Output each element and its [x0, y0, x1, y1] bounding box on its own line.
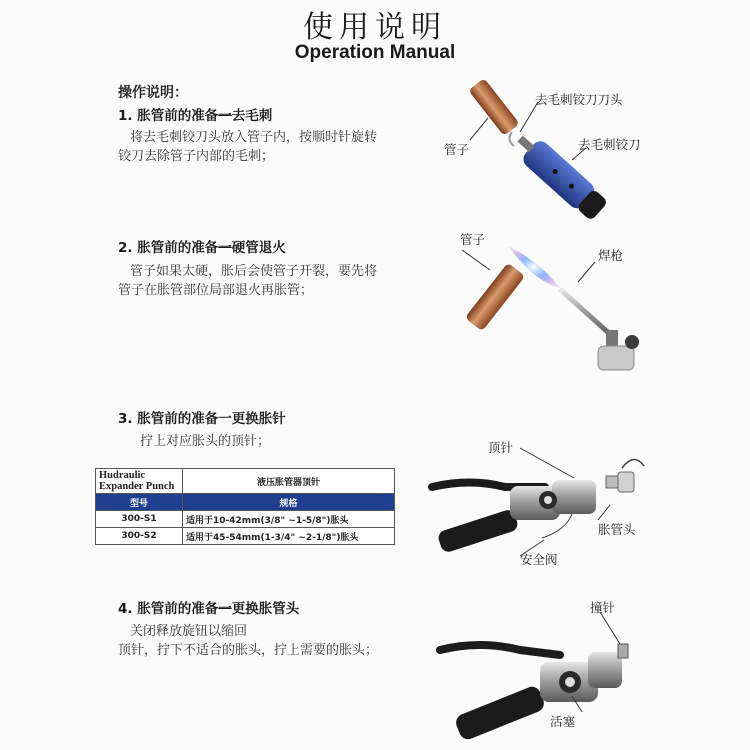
- step-2-line-2: 管子在胀管部位局部退火再胀管；: [118, 283, 314, 298]
- callout-deburr-head: 去毛刺铰刀刀头: [535, 92, 623, 107]
- copper-pipe-1: [468, 78, 519, 136]
- step-1-line-2: 铰刀去除管子内部的毛刺；: [118, 149, 275, 164]
- table-row: 300-S2 适用于45-54mm(1-3/4" ~2-1/8")胀头: [96, 528, 395, 545]
- torch: [560, 289, 639, 370]
- callout-piston: 活塞: [550, 714, 576, 729]
- callout-torch: 焊枪: [598, 248, 624, 263]
- page-title-en: Operation Manual: [294, 42, 456, 63]
- table-title-cn: 液压胀管器顶针: [183, 469, 395, 494]
- table-row: 300-S1 适用于10-42mm(3/8" ~1-5/8")胀头: [96, 511, 395, 528]
- leader-line: [598, 505, 610, 520]
- table-col-spec: 规格: [183, 494, 395, 511]
- page-title-cn: 使用说明: [303, 10, 447, 45]
- copper-pipe-2: [465, 263, 525, 332]
- leader-line: [600, 612, 620, 644]
- step-3-line-1: 拧上对应胀头的顶针；: [140, 434, 271, 449]
- callout-pin: 顶针: [488, 440, 514, 455]
- leader-line: [520, 448, 574, 478]
- section-label: 操作说明：: [118, 85, 188, 101]
- step-4-line-1: 关闭释放旋钮以缩回: [130, 624, 248, 639]
- hydraulic-expander-2: [440, 644, 628, 742]
- hydraulic-expander-1: [432, 480, 596, 554]
- leader-line: [462, 250, 490, 270]
- step-4-heading: 4. 胀管前的准备一更换胀管头: [118, 601, 300, 617]
- callout-ram-pin: 撞针: [590, 600, 616, 615]
- step-1-line-1: 将去毛刺铰刀头放入管子内，按顺时针旋转: [130, 130, 378, 145]
- callout-expander-head: 胀管头: [598, 522, 636, 537]
- leader-line: [578, 262, 595, 282]
- callout-pipe-2: 管子: [460, 232, 486, 247]
- callout-pipe-1: 管子: [444, 142, 470, 157]
- callout-safety-valve: 安全阀: [520, 552, 558, 567]
- step-3-heading: 3. 胀管前的准备一更换胀针: [118, 411, 286, 427]
- callout-deburr-tool: 去毛刺铰刀: [578, 137, 641, 152]
- step-1-heading: 1. 胀管前的准备一去毛刺: [118, 108, 273, 124]
- table-col-model: 型号: [96, 494, 183, 511]
- expander-head: [606, 459, 644, 492]
- table-title-en: Hudraulic Expander Punch: [96, 469, 183, 494]
- leader-line: [470, 118, 488, 140]
- step-2-heading: 2. 胀管前的准备一硬管退火: [118, 240, 286, 256]
- step-4-line-2: 顶针，拧下不适合的胀头，拧上需要的胀头；: [118, 643, 379, 658]
- step-2-line-1: 管子如果太硬，胀后会使管子开裂，要先将: [130, 264, 378, 279]
